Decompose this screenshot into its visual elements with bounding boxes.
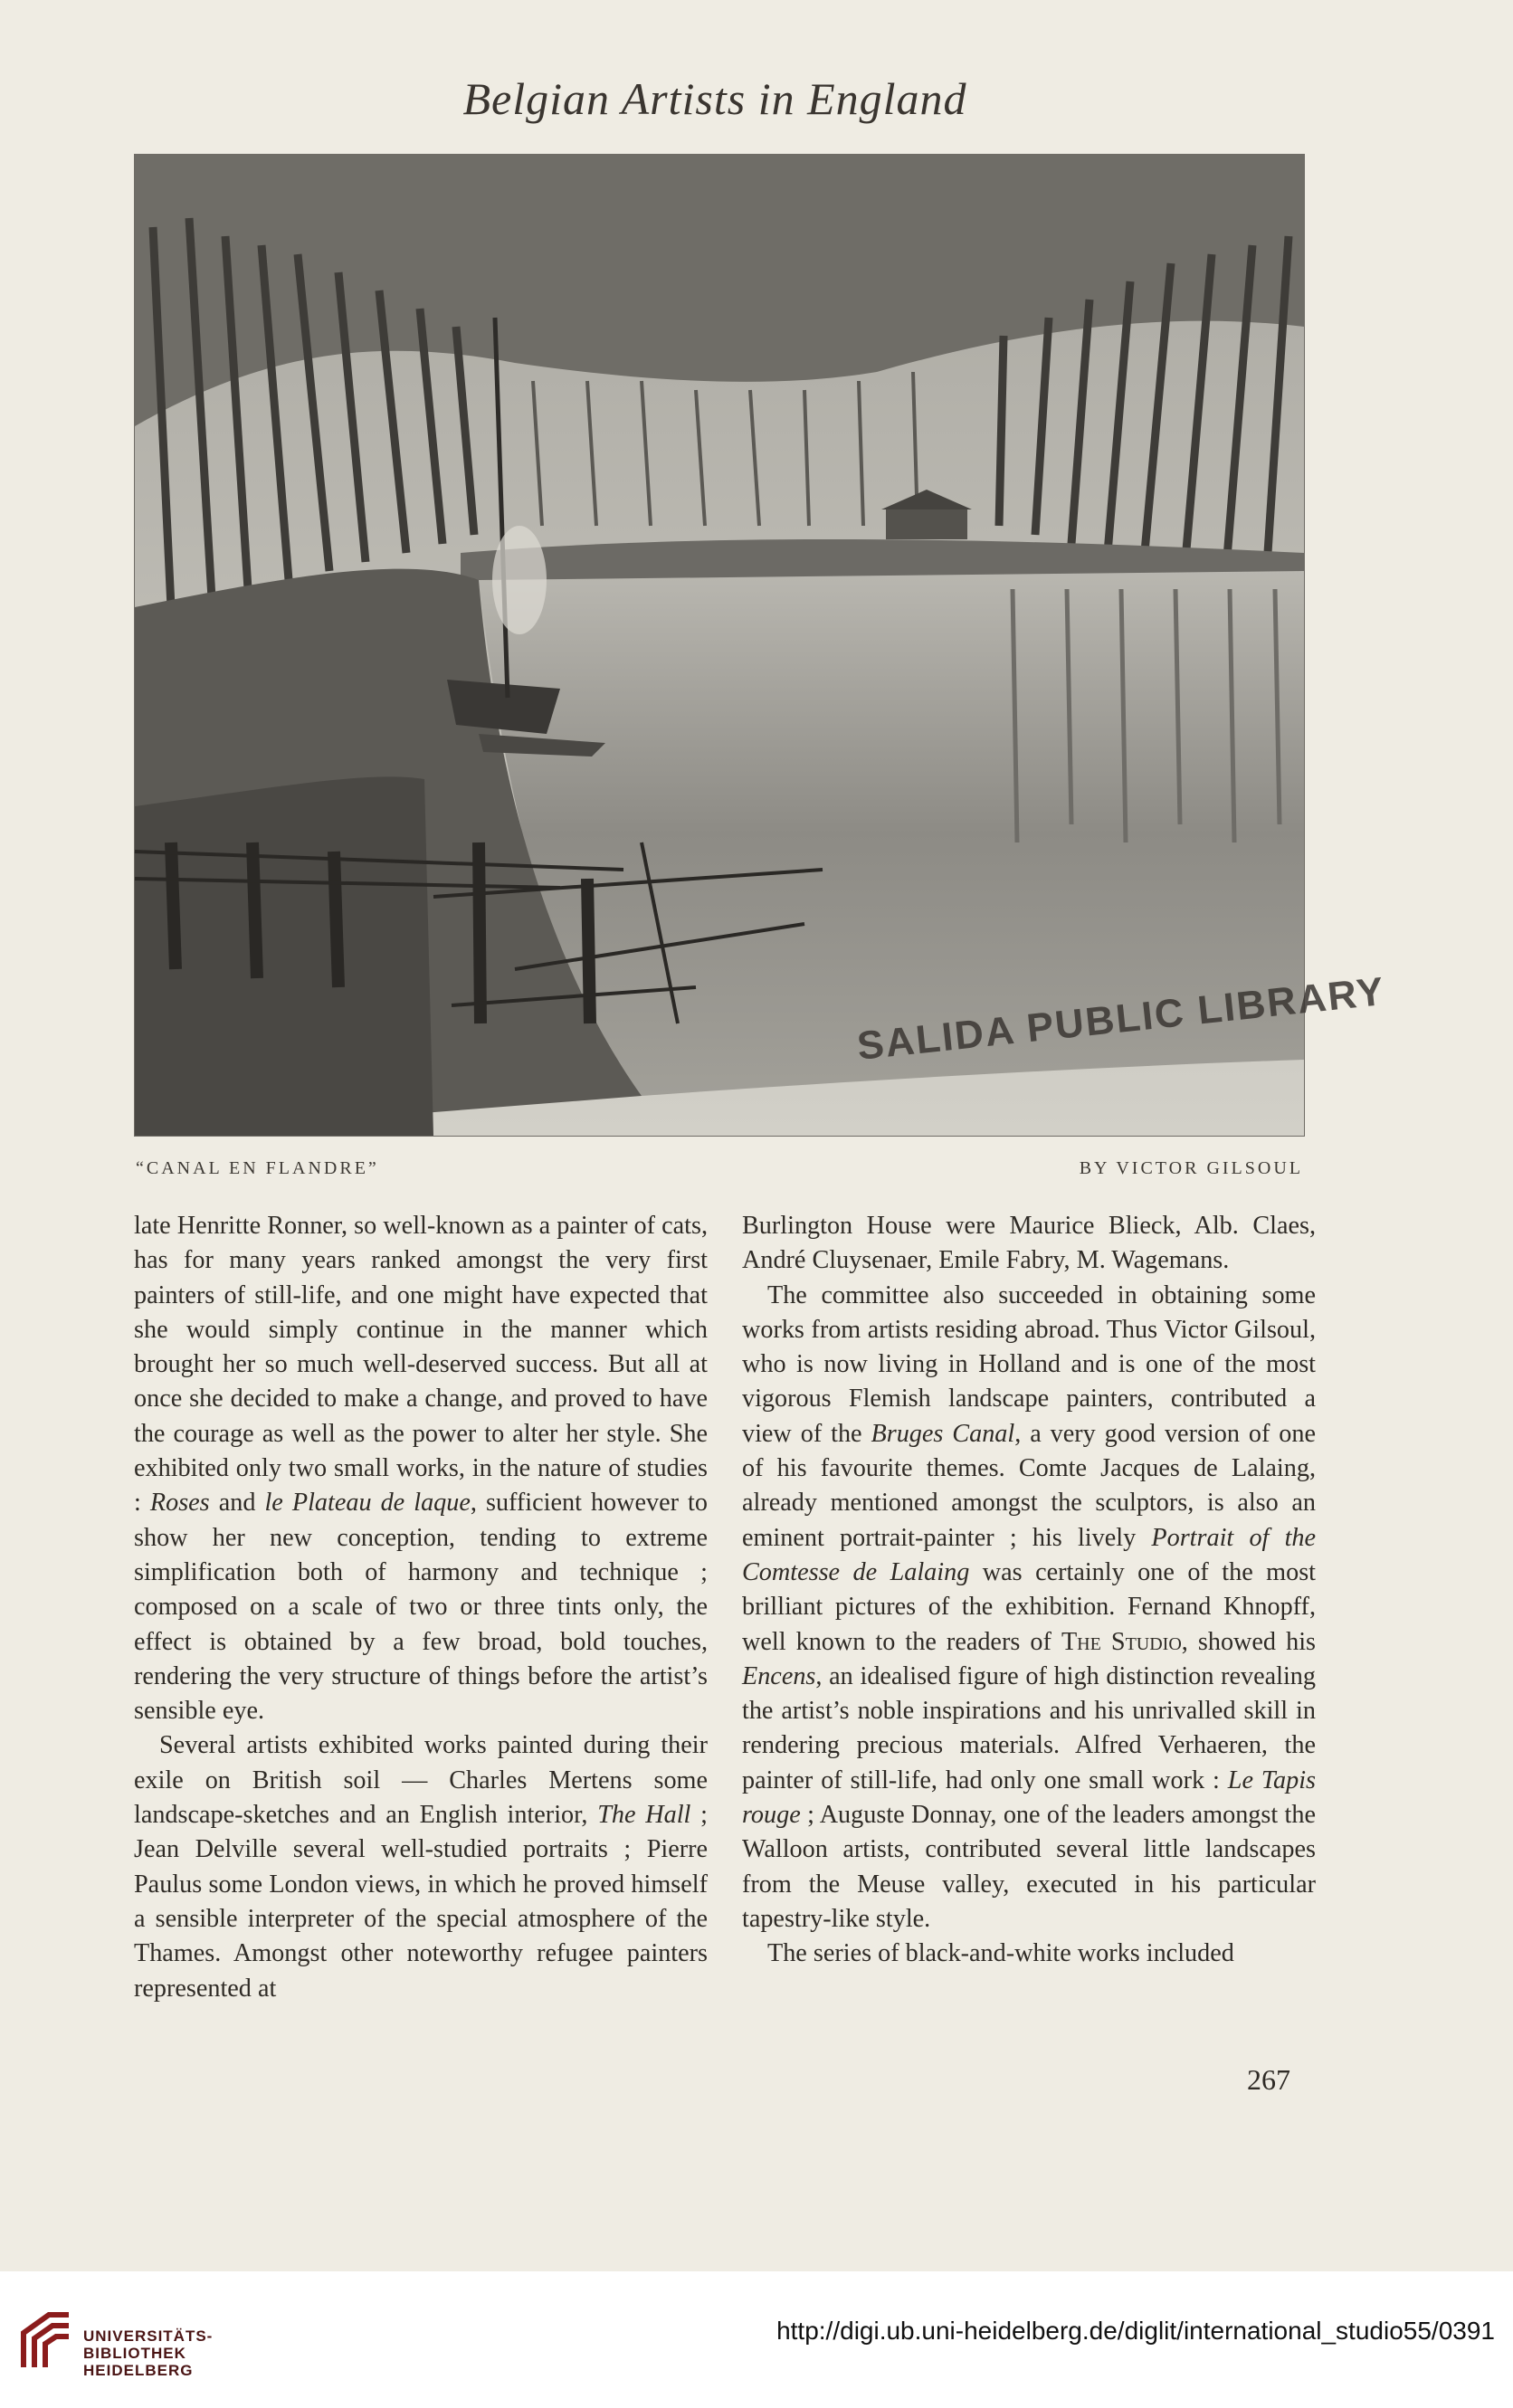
paragraph: Burlington House were Maurice Blieck, Alb. Claes, André Cluysenaer, Emile Fabry, M. Wagemans. — [742, 1212, 1316, 1275]
page-number: 267 — [1247, 2063, 1290, 2096]
plate-caption-title: “CANAL EN FLANDRE” — [136, 1158, 379, 1178]
library-logo-icon — [18, 2309, 74, 2373]
text-column-left — [134, 1209, 708, 2006]
paragraph: late Henritte Ronner, so well-known as a painter of cats, has for many years ranked amongst the very first painters of still-life, and one might have expected that she would simply continue in the manner which brought her so much well-deserved success. But all at once she decided to make a change, and proved to have the courage as well as the power to alter her style. She exhibited only two small works, in the nature of studies : Roses and le Plateau de laque, sufficient however to show her new conception, tending to extreme simplification both of harmony and technique ; composed on a scale of two or three tints only, the effect is obtained by a few broad, bold touches, rendering the very structure of things before the artist’s sensible eye. — [134, 1212, 708, 1726]
library-name: UNIVERSITÄTS- BIBLIOTHEK HEIDELBERG — [83, 2327, 214, 2379]
source-url-link[interactable]: http://digi.ub.uni-heidelberg.de/diglit/international_studio55/0391 — [776, 2317, 1495, 2345]
paragraph: The committee also succeeded in obtaining some works from artists residing abroad. Thus Victor Gilsoul, who is now living in Holland and is one of the most vigorous Flemish landscape painters, contributed a view of the Bruges Canal, a very good version of one of his favourite themes. Comte Jacques de Lalaing, already mentioned amongst the sculptors, is also an eminent portrait-painter ; his lively Portrait of the Comtesse de Lalaing was certainly one of the most brilliant pictures of the exhibition. Fernand Khnopff, well known to the readers of The Studio, showed his Encens, an idealised figure of high distinction revealing the artist’s noble inspirations and his unrivalled skill in rendering precious materials. Alfred Verhaeren, the painter of still-life, had only one small work : Le Tapis rouge ; Auguste Donnay, one of the leaders amongst the Walloon artists, contributed several little landscapes from the Meuse valley, executed in his particular tapestry-like style. — [742, 1280, 1317, 1933]
running-head: Belgian Artists in England — [462, 73, 967, 124]
digitization-footer — [0, 2271, 1513, 2408]
canal-painting-plate — [134, 154, 1388, 1137]
canal-painting-image — [135, 155, 1388, 1136]
plate-caption-artist: BY VICTOR GILSOUL — [1079, 1158, 1303, 1178]
paragraph: Several artists exhibited works painted during their exile on British soil — Charles Mertens some landscape-sketches and an English interior, The Hall ; Jean Delville several well-studied portraits ; Pierre Paulus some London views, in which he proved himself a sensible interpreter of the special atmosphere of the Thames. Amongst other noteworthy refugee painters represented at — [134, 1731, 708, 2003]
paragraph: The series of black-and-white works included — [767, 1939, 1234, 1968]
library-stamp: SALIDA PUBLIC LIBRARY — [854, 968, 1388, 1069]
text-column-right — [742, 1209, 1316, 1972]
